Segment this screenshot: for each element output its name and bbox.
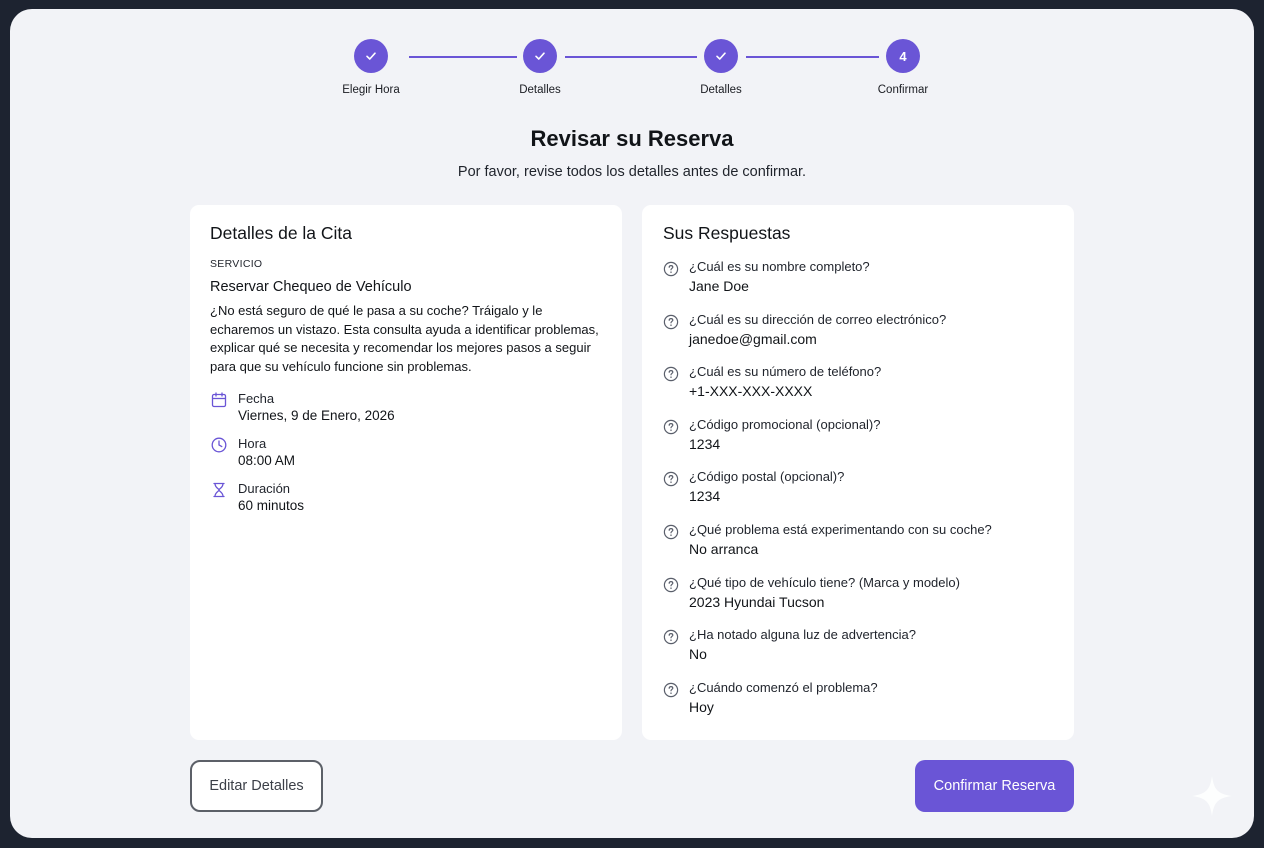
answer-item	[663, 311, 1053, 364]
duration-row	[210, 480, 602, 514]
duration-label: Duración	[238, 481, 291, 496]
answer-text: +1-XXX-XXX-XXXX	[689, 383, 813, 400]
duration-value: 60 minutos	[238, 498, 305, 513]
answer-item	[663, 416, 1053, 469]
date-label: Fecha	[238, 391, 275, 406]
time-value: 08:00 AM	[238, 453, 296, 468]
question-text: ¿Ha notado alguna luz de advertencia?	[689, 627, 916, 643]
question-text: ¿Qué problema está experimentando con su coche?	[689, 521, 992, 537]
answer-item	[663, 468, 1053, 521]
answer-text: 1234	[689, 435, 721, 452]
hourglass-icon	[210, 481, 228, 499]
step-2[interactable]	[480, 39, 600, 96]
question-text: ¿Código postal (opcional)?	[689, 469, 845, 485]
answer-item	[663, 626, 1053, 679]
step-3[interactable]	[661, 39, 781, 96]
answer-text: 1234	[689, 488, 721, 505]
calendar-icon	[210, 391, 228, 409]
step-complete-check-icon	[523, 39, 557, 73]
step-complete-check-icon	[704, 39, 738, 73]
date-value: Viernes, 9 de Enero, 2026	[238, 408, 395, 423]
answers-list	[663, 258, 1053, 731]
question-text: ¿Qué tipo de vehículo tiene? (Marca y modelo)	[689, 574, 960, 590]
confirm-booking-button[interactable]: Confirmar Reserva	[915, 760, 1074, 812]
service-label: SERVICIO	[210, 258, 263, 270]
service-description: ¿No está seguro de qué le pasa a su coche? Tráigalo y le echaremos un vistazo. Esta consulta ayuda a identificar problemas, explicar qué se necesita y recomendar los mejores pasos a seguir para que su vehículo funcione sin problemas.	[210, 303, 599, 374]
question-circle-icon	[663, 471, 679, 487]
step-4-current	[843, 39, 963, 96]
date-row	[210, 390, 602, 424]
step-1[interactable]	[311, 39, 431, 96]
question-circle-icon	[663, 524, 679, 540]
time-label: Hora	[238, 436, 267, 451]
question-text: ¿Cuál es su nombre completo?	[689, 259, 870, 274]
clock-icon	[210, 436, 228, 454]
question-text: ¿Cuál es su dirección de correo electrónico?	[689, 311, 947, 327]
booking-review-screen	[10, 9, 1254, 838]
step-label: Confirmar	[877, 84, 929, 96]
step-complete-check-icon	[354, 39, 388, 73]
appointment-details-card	[190, 205, 622, 740]
answer-text: janedoe@gmail.com	[689, 330, 817, 347]
step-label: Elegir Hora	[342, 84, 400, 96]
edit-details-button[interactable]: Editar Detalles	[190, 760, 323, 812]
question-circle-icon	[663, 577, 679, 593]
question-circle-icon	[663, 629, 679, 645]
answer-text: 2023 Hyundai Tucson	[689, 593, 825, 610]
answer-text: No	[689, 646, 707, 663]
time-row	[210, 435, 602, 469]
step-label: Detalles	[700, 84, 742, 96]
question-text: ¿Cuál es su número de teléfono?	[689, 364, 882, 380]
page-title: Revisar su Reserva	[530, 126, 734, 151]
answer-item	[663, 574, 1053, 627]
answer-item	[663, 521, 1053, 574]
question-text: ¿Código promocional (opcional)?	[689, 416, 881, 432]
question-circle-icon	[663, 314, 679, 330]
answer-item	[663, 363, 1053, 416]
question-circle-icon	[663, 682, 679, 698]
card-title: Detalles de la Cita	[210, 223, 353, 243]
question-text: ¿Cuándo comenzó el problema?	[689, 679, 878, 695]
sparkle-icon	[1188, 772, 1236, 820]
answer-item	[663, 258, 1053, 311]
page-subtitle: Por favor, revise todos los detalles antes de confirmar.	[457, 164, 807, 180]
answer-text: Jane Doe	[689, 278, 749, 294]
step-label: Detalles	[519, 84, 561, 96]
answers-card	[642, 205, 1074, 740]
step-number: 4	[886, 39, 920, 73]
progress-stepper	[10, 9, 1254, 109]
answer-text: Hoy	[689, 698, 714, 715]
answer-item	[663, 679, 1053, 732]
answer-text: No arranca	[689, 540, 759, 557]
service-name: Reservar Chequeo de Vehículo	[210, 279, 412, 295]
question-circle-icon	[663, 366, 679, 382]
card-title: Sus Respuestas	[663, 223, 791, 243]
question-circle-icon	[663, 419, 679, 435]
question-circle-icon	[663, 261, 679, 277]
